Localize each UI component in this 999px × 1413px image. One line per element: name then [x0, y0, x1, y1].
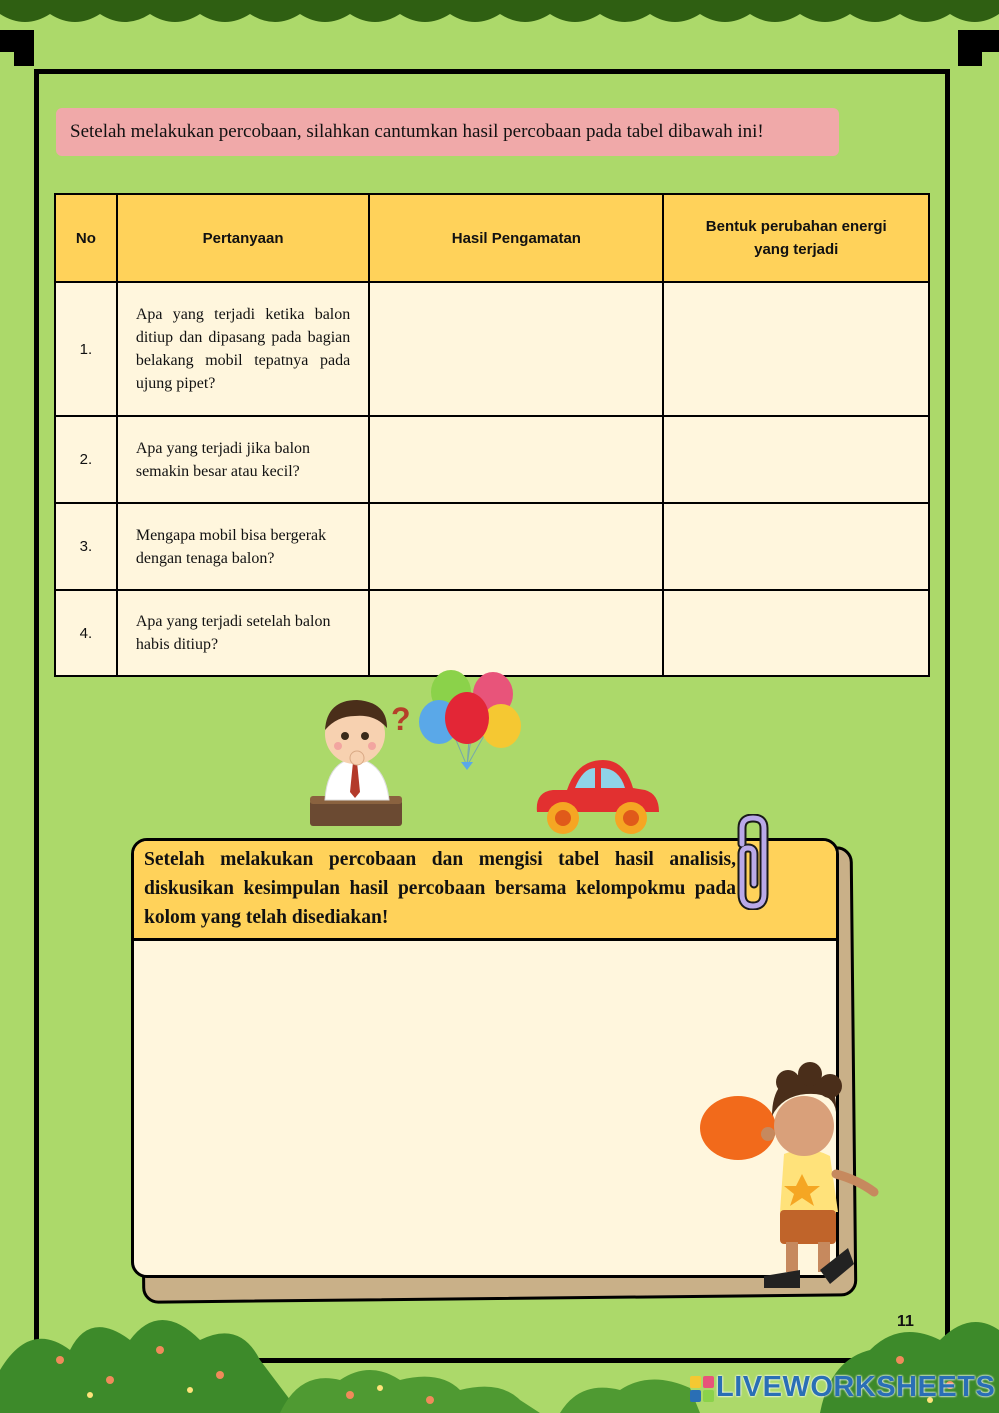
- header-no: No: [55, 194, 117, 282]
- page-number: 11: [897, 1313, 914, 1330]
- corner-bracket-top-left: [0, 30, 34, 52]
- balloons-illustration: [415, 666, 525, 776]
- row-question: Mengapa mobil bisa bergerak dengan tenaga balon?: [117, 503, 369, 590]
- table-row: [55, 590, 929, 676]
- row-question: Apa yang terjadi setelah balon habis ditiup?: [117, 590, 369, 676]
- boy-blowing-balloon-illustration: [698, 1062, 880, 1294]
- table-row: [55, 416, 929, 503]
- energy-answer-cell[interactable]: [663, 282, 929, 416]
- observation-table: [54, 193, 930, 677]
- corner-bracket-top-right-drop: [958, 52, 982, 66]
- energy-answer-cell[interactable]: [663, 503, 929, 590]
- header-observation: Hasil Pengamatan: [369, 194, 663, 282]
- table-header-row: [55, 194, 929, 282]
- corner-bracket-top-right: [958, 30, 999, 52]
- liveworksheets-brand[interactable]: LIVEWORKSHEETS: [716, 1371, 996, 1403]
- liveworksheets-logo-icon: [690, 1376, 714, 1402]
- row-number: 3.: [55, 503, 117, 590]
- thinking-student-illustration: [305, 692, 415, 832]
- row-question: Apa yang terjadi jika balon semakin besar atau kecil?: [117, 416, 369, 503]
- table-row: [55, 503, 929, 590]
- header-energy: [663, 194, 929, 282]
- svg-text:?: ?: [391, 701, 411, 737]
- row-question: Apa yang terjadi ketika balon ditiup dan dipasang pada bagian belakang mobil tepatnya pada ujung pipet?: [117, 282, 369, 416]
- observation-answer-cell[interactable]: [369, 503, 663, 590]
- energy-answer-cell[interactable]: [663, 416, 929, 503]
- header-energy-text: Bentuk perubahan energi yang terjadi: [705, 218, 887, 258]
- table-row: [55, 282, 929, 416]
- header-question: Pertanyaan: [117, 194, 369, 282]
- conclusion-prompt: Setelah melakukan percobaan dan mengisi tabel hasil analisis, diskusikan kesimpulan hasil percobaan bersama kelompokmu pada kolom yang telah disediakan!: [144, 849, 736, 928]
- row-number: 1.: [55, 282, 117, 416]
- instruction-text: Setelah melakukan percobaan, silahkan cantumkan hasil percobaan pada tabel dibawah ini!: [70, 121, 764, 142]
- instruction-banner: [56, 108, 839, 156]
- energy-answer-cell[interactable]: [663, 590, 929, 676]
- scalloped-top-border: [0, 0, 999, 30]
- corner-bracket-top-left-drop: [14, 52, 34, 66]
- row-number: 4.: [55, 590, 117, 676]
- row-number: 2.: [55, 416, 117, 503]
- paper-clip-icon: [728, 814, 778, 910]
- observation-answer-cell[interactable]: [369, 590, 663, 676]
- toy-car-illustration: [533, 754, 661, 838]
- observation-answer-cell[interactable]: [369, 416, 663, 503]
- observation-answer-cell[interactable]: [369, 282, 663, 416]
